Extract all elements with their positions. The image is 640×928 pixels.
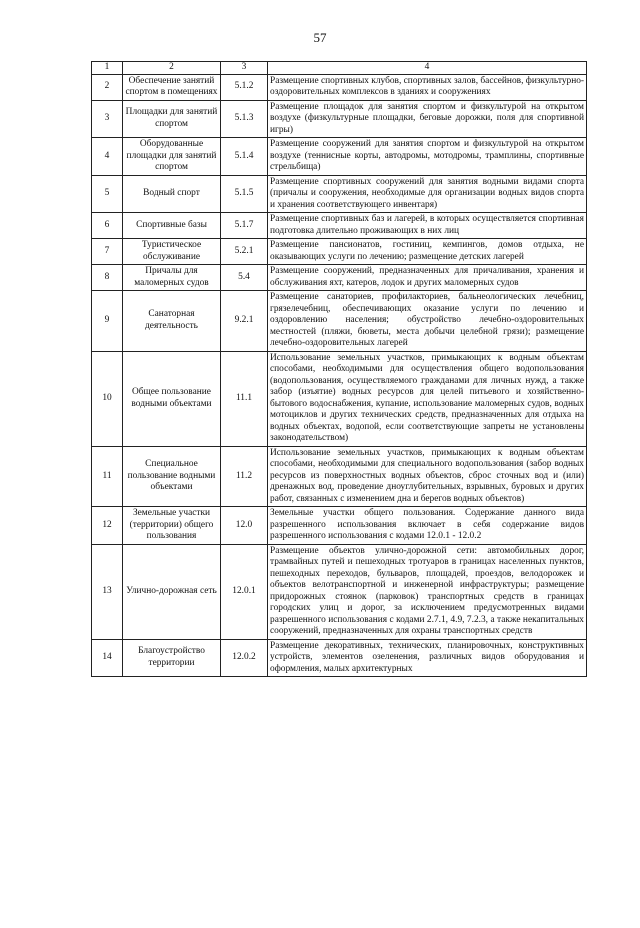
table-row <box>92 507 587 545</box>
row-number: 11 <box>92 446 123 507</box>
land-use-code: 5.1.4 <box>221 138 268 176</box>
table-header-row <box>92 62 587 75</box>
land-use-name: Оборудованные площадки для занятий спортом <box>123 138 221 176</box>
land-use-code: 12.0 <box>221 507 268 545</box>
header-col-4: 4 <box>268 62 587 75</box>
land-use-code: 5.2.1 <box>221 239 268 265</box>
row-number: 5 <box>92 175 123 213</box>
header-col-3: 3 <box>221 62 268 75</box>
land-use-name: Улично-дорожная сеть <box>123 544 221 639</box>
land-use-code: 5.1.3 <box>221 100 268 138</box>
land-use-name: Спортивные базы <box>123 213 221 239</box>
land-use-description: Размещение спортивных сооружений для занятия водными видами спорта (причалы и сооружения, необходимые для организации водных видов спорта и хранения соответствующего инвентаря) <box>268 175 587 213</box>
land-use-code: 11.1 <box>221 351 268 446</box>
table-row <box>92 446 587 507</box>
land-use-description: Земельные участки общего пользования. Содержание данного вида разрешенного использования включает в себя содержание видов разрешенного использования с кодами 12.0.1 - 12.0.2 <box>268 507 587 545</box>
land-use-description: Размещение декоративных, технических, планировочных, конструктивных устройств, элементов озеленения, различных видов оборудования и оформления, малых архитектурных <box>268 639 587 677</box>
row-number: 4 <box>92 138 123 176</box>
land-use-description: Использование земельных участков, примыкающих к водным объектам способами, необходимыми для осуществления общего водопользования (водопользования, осуществляемого гражданами для личных нужд, а также забор (изъятие) водных ресурсов для целей питьевого и хозяйственно-бытового водоснабжения, купание, использование маломерных судов, водных мотоциклов и других технических средств, предназначенных для отдыха на водных объектах, водопой, если соответствующие запреты не установлены законодательством) <box>268 351 587 446</box>
land-use-description: Размещение пансионатов, гостиниц, кемпингов, домов отдыха, не оказывающих услуги по лечению; размещение детских лагерей <box>268 239 587 265</box>
table-row <box>92 544 587 639</box>
land-use-description: Размещение сооружений для занятия спортом и физкультурой на открытом воздухе (теннисные корты, автодромы, мотодромы, трамплины, спортивные стрельбища) <box>268 138 587 176</box>
land-use-name: Водный спорт <box>123 175 221 213</box>
land-use-name: Специальное пользование водными объектами <box>123 446 221 507</box>
row-number: 13 <box>92 544 123 639</box>
table-row <box>92 639 587 677</box>
land-use-name: Туристическое обслуживание <box>123 239 221 265</box>
row-number: 2 <box>92 74 123 100</box>
land-use-name: Общее пользование водными объектами <box>123 351 221 446</box>
land-use-table <box>91 61 587 677</box>
land-use-name: Земельные участки (территории) общего пользования <box>123 507 221 545</box>
row-number: 12 <box>92 507 123 545</box>
table-row <box>92 100 587 138</box>
table-row <box>92 291 587 352</box>
land-use-code: 9.2.1 <box>221 291 268 352</box>
page-number: 57 <box>313 30 327 45</box>
row-number: 6 <box>92 213 123 239</box>
table-row <box>92 74 587 100</box>
land-use-code: 12.0.2 <box>221 639 268 677</box>
land-use-description: Размещение спортивных баз и лагерей, в которых осуществляется спортивная подготовка длительно проживающих в них лиц <box>268 213 587 239</box>
table-row <box>92 213 587 239</box>
header-col-1: 1 <box>92 62 123 75</box>
table-row <box>92 351 587 446</box>
row-number: 7 <box>92 239 123 265</box>
land-use-name: Обеспечение занятий спортом в помещениях <box>123 74 221 100</box>
land-use-name: Причалы для маломерных судов <box>123 265 221 291</box>
land-use-code: 12.0.1 <box>221 544 268 639</box>
table-row <box>92 239 587 265</box>
land-use-description: Размещение спортивных клубов, спортивных залов, бассейнов, физкультурно-оздоровительных комплексов в зданиях и сооружениях <box>268 74 587 100</box>
table-row <box>92 138 587 176</box>
land-use-name: Санаторная деятельность <box>123 291 221 352</box>
land-use-code: 5.1.5 <box>221 175 268 213</box>
land-use-description: Размещение санаториев, профилакториев, бальнеологических лечебниц, грязелечебниц, обеспечивающих оказание услуги по лечению и оздоровлению населения; обустройство лечебно-оздоровительных местностей (пляжи, бюветы, места добычи целебной грязи); размещение лечебно-оздоровительных лагерей <box>268 291 587 352</box>
row-number: 9 <box>92 291 123 352</box>
land-use-description: Размещение объектов улично-дорожной сети: автомобильных дорог, трамвайных путей и пешеходных тротуаров в границах населенных пунктов, пешеходных переходов, бульваров, площадей, проездов, велодорожек и объектов велотранспортной и инженерной инфраструктуры; размещение придорожных стоянок (парковок) транспортных средств в границах городских улиц и дорог, за исключением предусмотренных видами разрешенного использования с кодами 2.7.1, 4.9, 7.2.3, а также некапитальных сооружений, предназначенных для охраны транспортных средств <box>268 544 587 639</box>
row-number: 3 <box>92 100 123 138</box>
land-use-description: Использование земельных участков, примыкающих к водным объектам способами, необходимыми для специального водопользования (забор водных ресурсов из поверхностных водных объектов, сброс сточных вод и (или) дренажных вод, проведение дноуглубительных, взрывных, буровых и других работ, связанных с изменением дна и берегов водных объектов) <box>268 446 587 507</box>
land-use-code: 5.1.7 <box>221 213 268 239</box>
row-number: 8 <box>92 265 123 291</box>
land-use-code: 11.2 <box>221 446 268 507</box>
land-use-code: 5.4 <box>221 265 268 291</box>
land-use-description: Размещение сооружений, предназначенных для причаливания, хранения и обслуживания яхт, катеров, лодок и других маломерных судов <box>268 265 587 291</box>
land-use-code: 5.1.2 <box>221 74 268 100</box>
row-number: 10 <box>92 351 123 446</box>
land-use-description: Размещение площадок для занятия спортом и физкультурой на открытом воздухе (физкультурные площадки, беговые дорожки, поля для спортивной игры) <box>268 100 587 138</box>
table-row <box>92 175 587 213</box>
land-use-name: Благоустройство территории <box>123 639 221 677</box>
row-number: 14 <box>92 639 123 677</box>
land-use-name: Площадки для занятий спортом <box>123 100 221 138</box>
table-row <box>92 265 587 291</box>
header-col-2: 2 <box>123 62 221 75</box>
